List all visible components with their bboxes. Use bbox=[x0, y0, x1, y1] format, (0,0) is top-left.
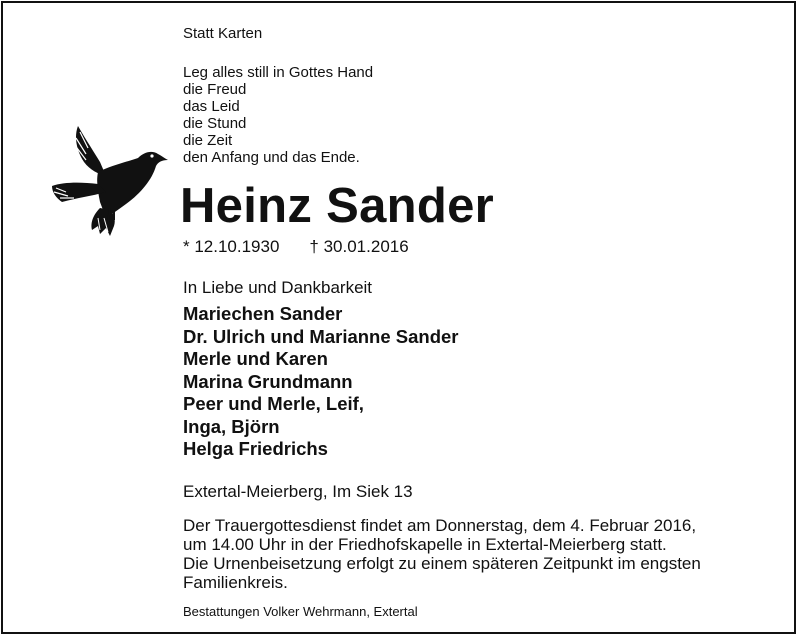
service-line: um 14.00 Uhr in der Friedhofskapelle in Extertal-Meierberg statt. bbox=[183, 535, 667, 554]
life-dates bbox=[183, 237, 409, 256]
dove-icon bbox=[40, 122, 170, 242]
poem-line: die Stund bbox=[183, 115, 247, 132]
mourner-list bbox=[183, 303, 459, 461]
mourner-name: Dr. Ulrich und Marianne Sander bbox=[183, 325, 459, 347]
service-info bbox=[183, 516, 701, 592]
poem bbox=[183, 64, 373, 166]
poem-line: den Anfang und das Ende. bbox=[183, 149, 360, 166]
undertaker-credit: Bestattungen Volker Wehrmann, Extertal bbox=[183, 604, 418, 619]
mourner-name: Helga Friedrichs bbox=[183, 438, 328, 459]
address: Extertal-Meierberg, Im Siek 13 bbox=[183, 482, 413, 501]
deceased-name: Heinz Sander bbox=[180, 179, 495, 233]
poem-line: die Zeit bbox=[183, 132, 233, 149]
statt-karten-label: Statt Karten bbox=[183, 25, 263, 42]
service-line: Familienkreis. bbox=[183, 573, 288, 592]
mourners-intro: In Liebe und Dankbarkeit bbox=[183, 278, 373, 297]
poem-line: das Leid bbox=[183, 98, 240, 115]
service-line: Die Urnenbeisetzung erfolgt zu einem späteren Zeitpunkt im engsten bbox=[183, 554, 701, 573]
service-line: Der Trauergottesdienst findet am Donnerstag, dem 4. Februar 2016, bbox=[183, 516, 697, 535]
mourner-name: Marina Grundmann bbox=[183, 370, 353, 392]
poem-line: die Freud bbox=[183, 81, 247, 98]
mourner-name: Mariechen Sander bbox=[183, 303, 343, 324]
mourner-name: Merle und Karen bbox=[183, 348, 328, 369]
death-date: † 30.01.2016 bbox=[309, 237, 409, 256]
poem-line: Leg alles still in Gottes Hand bbox=[183, 64, 374, 81]
mourner-name: Inga, Björn bbox=[183, 415, 280, 437]
birth-date: * 12.10.1930 bbox=[183, 237, 280, 256]
mourner-name: Peer und Merle, Leif, bbox=[183, 393, 364, 414]
